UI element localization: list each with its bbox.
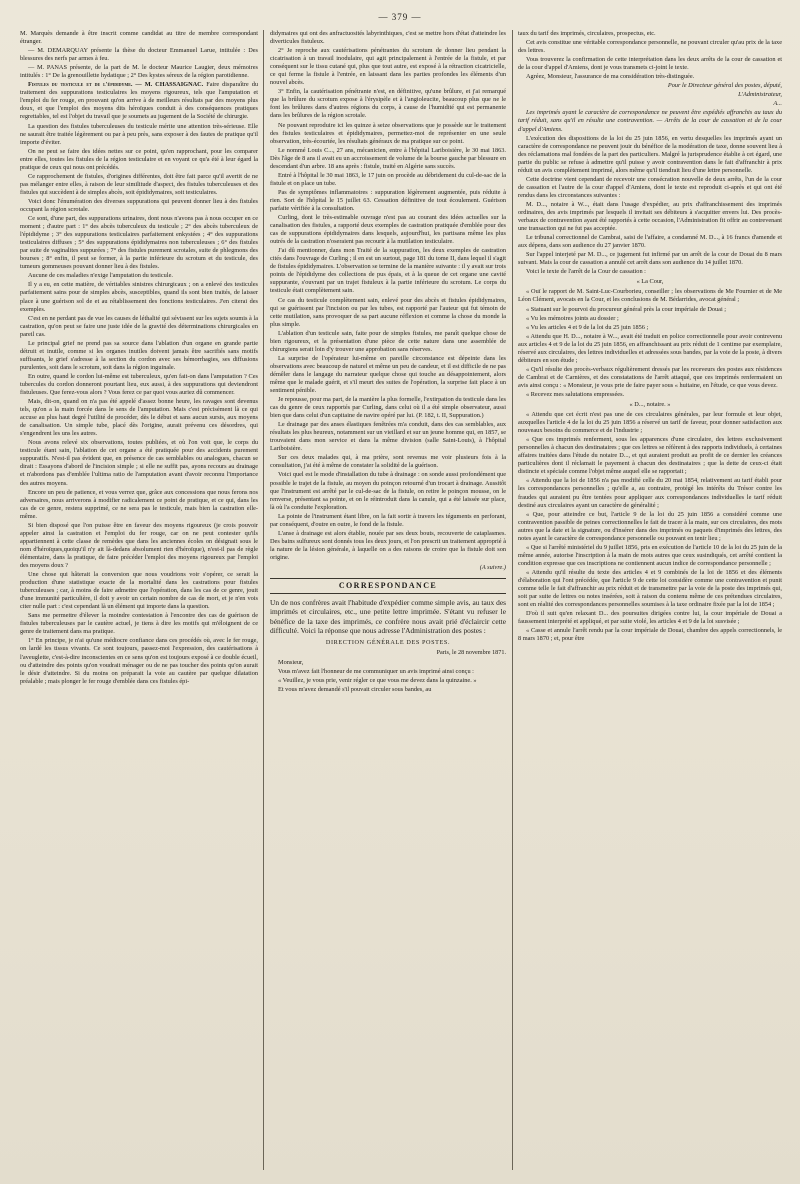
paragraph-text: taux du tarif des imprimés, circulaires, prospectus, etc.	[518, 30, 656, 37]
paragraph-text: Vous trouverez la confirmation de cette interprétation dans les deux arrêts de la cour de cassation et de la cour d'appel d'Amiens, dont je vous transmets ci-joint le texte.	[518, 56, 782, 72]
paragraph-text: « Qu'il résulte des procès-verbaux régulièrement dressés par les receveurs des postes aux résidences de Cambrai et de Carnières, et des constatations de l'arrêt attaqué, que ces imprimés renfermaient un avis ainsi conçu : « Monsieur, je vous prie de faire payer sous « huitaine, en l'étude, ce que vous devez.	[518, 365, 782, 389]
paragraph	[518, 477, 782, 509]
paragraph-text: 2° Je reproche aux cautérisations pénétrantes du scrotum de donner lieu pendant la cicatrisation à un travail inodulaire, qui agit principalement à l'entrée de la fistule, et par conséquent sur le tissu cutané qui, plus que tout autre, est exposé à la rétraction cicatricielle, ce qui ferme la fistule à l'entrée, en laissant dans les parties profondes les éléments d'un nouvel abcès.	[270, 47, 506, 87]
paragraph	[518, 201, 782, 233]
paragraph	[20, 281, 258, 313]
paragraph-text: Je repousse, pour ma part, de la manière la plus formelle, l'extirpation du testicule dans les cas du genre de ceux rapportés par Curling, dans celui où il a été simple observateur, aussi bien que dans celui d'un capitaine de navire opéré par lui. (P. 182, t. II, Suppuration.)	[270, 396, 506, 420]
paragraph	[270, 172, 506, 188]
paragraph	[518, 411, 782, 435]
paragraph	[270, 189, 506, 213]
paragraph-text: Pas de symptômes inflammatoires : suppuration légèrement augmentée, puis réduite à rien. Sort de l'hôpital le 15 juillet 63. Cessation définitive de tout écoulement. Guérison parfaite vérifiée à la consultation.	[270, 188, 506, 212]
paragraph	[518, 288, 782, 304]
paragraph	[270, 147, 506, 171]
paragraph-text: « Que, pour atteindre ce but, l'article 9 de la loi du 25 juin 1856 a considéré comme une contravention passible de peines correctionnelles le fait de tracer à la main, sur ces circulaires, des mots autres que la date et la signature, ou d'insérer dans des imprimés ou paquets d'imprimés des lettres, des notes ayant le caractère de correspondance personnelle ou pouvant en tenir lieu ;	[518, 510, 782, 542]
paragraph	[20, 489, 258, 521]
paragraph-text: Sans me permettre d'élever la moindre contestation à l'encontre des cas de guérison de fistules tuberculeuses par le cautère actuel, je tiens à dire les motifs qui m'éloignent de ce genre de traitement dans ma pratique.	[20, 612, 258, 636]
paragraph	[518, 56, 782, 72]
correspondance-subhead: DIRECTION GÉNÉRALE DES POSTES.	[325, 638, 451, 646]
paragraph	[518, 610, 782, 626]
page-number: — 379 —	[378, 12, 422, 22]
paragraph-text: Le nommé Louis C..., 27 ans, mécanicien, entre à l'hôpital Lariboisière, le 30 mai 1863. Dès l'âge de 8 ans il avait eu un accroissement de volume de la bourse gauche par blessure en descendant d'un arbre. 18 ans après : fistule, traité en Algérie sans succès.	[270, 146, 506, 170]
paragraph	[518, 391, 782, 399]
paragraph-text: Sur l'appel interjeté par M. D..., ce jugement fut infirmé par un arrêt de la cour de Douai du 8 mars suivant. Mais la cour de cassation a annulé cet arrêt dans son audience du 14 juillet 1870.	[518, 251, 782, 267]
paragraph-text: Le drainage par des anses élastiques fenêtrées m'a conduit, dans des cas semblables, aux résultats les plus heureux, notamment sur un vieillard et sur un jeune homme qui, en 1857, se trouvaient dans mon service et dans la même division (salle Saint-Louis), à l'hôpital Lariboisière.	[270, 421, 506, 453]
correspondance-body-line: Et vous m'avez demandé s'il pouvait circuler sous bandes, au	[278, 686, 432, 694]
paragraph-text: « Que ces imprimés renferment, sous les apparences d'une circulaire, des lettres exclusivement personnelles à chacun des destinataires ; que ces lettres se réfèrent à des rapports individuels, à certaines affaires traitées dans l'étude du notaire D..., et qui auraient produit au profit de ce dernier les créances particulières dont il réclamait le payement à chacun des destinataires ; que la dette de ceux-ci était distincte et spéciale comme l'objet même auquel elle se rapportait ;	[518, 436, 782, 476]
paragraph	[518, 544, 782, 568]
paragraph-text: « Que si l'arrêté ministériel du 9 juillet 1856, pris en exécution de l'article 10 de la loi du 25 juin de la même année, autorise l'inscription à la main de mots autres que ceux susindiqués, cet arrêté contient la condition expresse que ces inscriptions ne contiennent aucun indice de correspondance personnelle ;	[518, 543, 782, 567]
paragraph-text: Le principal grief ne prend pas sa source dans l'ablation d'un organe en grande partie détruit et inutile, comme si les organes inutiles doivent jamais être sacrifiés sans motifs suffisants, le grief s'adresse à la section du cordon avec ses hémorrhagies, ses diffusions purulentes, soit dans le scrotum, soit dans la région inguinale.	[20, 339, 258, 371]
paragraph-text: Curling, dont le très-estimable ouvrage n'est pas au courant des idées actuelles sur la canalisation des fistules, a rapporté deux exemples de castration pratiquée d'emblée pour des cas de suppurations épididymaires dans lesquels, aujourd'hui, les partisans même les plus outrés de la castration n'oseraient pas recourir à la mutilation testiculaire.	[270, 214, 506, 246]
paragraph-text: C'est en ne perdant pas de vue les causes de léthalité qui sévissent sur les sujets soumis à la castration, qu'on peut se faire une juste idée de la gravité des déterminations chirurgicales en pareil cas.	[20, 314, 258, 338]
paragraph-text: Une chose qui hâterait la conversion que nous voudrions voir s'opérer, ce serait la production d'une statistique exacte de la mortalité dans les castrations pour fistules tuberculeuses ; car, à moins de faire admettre que l'opération, dans les cas de ce genre, jouit d'une immunité particulière, il doit y avoir un certain nombre de cas de mort, et je n'en vois citer nulle part : c'est cependant là un élément qui importe dans la question.	[20, 571, 258, 611]
paragraph-text: L'ablation d'un testicule sain, faite pour de simples fistules, me paraît quelque chose de bien rigoureux, et la présentation d'une pièce de cette nature dans une assemblée de chirurgiens serait loin d'y trouver une approbation sans réserves.	[270, 329, 506, 353]
correspondance-body-line: Vous m'avez fait l'honneur de me communiquer un avis imprimé ainsi conçu :	[278, 668, 474, 676]
paragraph	[20, 637, 258, 685]
paragraph	[518, 569, 782, 609]
paragraph-text: Cette doctrine vient cependant de recevoir une consécration nouvelle de deux arrêts, l'un de la cour de cassation et l'autre de la cour d'appel d'Amiens, dont le texte est reproduit ci-après et qui ont été rendus dans les circonstances suivantes :	[518, 175, 782, 199]
paragraph	[20, 340, 258, 372]
correspondance-dateline: Paris, le 28 novembre 1871.	[436, 648, 506, 656]
paragraph-text: Il y a eu, en cette matière, de véritables sinistres chirurgicaux ; on a enlevé des testicules parfaitement sains pour de simples abcès, susceptibles, quand ils sont bien traités, de laisser place à une guérison sol de et au rétablissement des fonctions testiculaires. J'en citerai des exemples.	[20, 281, 258, 313]
paragraph	[270, 355, 506, 395]
correspondance-body-line: « Veuillez, je vous prie, venir régler ce que vous me devez dans la quinzaine. »	[278, 677, 477, 685]
column-middle	[270, 30, 506, 1170]
paragraph	[270, 297, 506, 329]
paragraph	[20, 315, 258, 339]
paragraph-text: « Attendu qu'il résulte du texte des articles 4 et 9 combinés de la loi de 1856 et des éléments d'élaboration qui l'ont précédée, que l'article 9 de cette loi considère comme une contravention et punit comme telle le fait d'affranchir au prix réduit et de transmettre par la voie de la poste des imprimés qui, soit par suite de lettres ou notes insérées, soit à raison du contenu même de ces prétendues circulaires, sont en réalité des correspondances personnelles soumises à la taxe ordinaire fixée par la loi de 1854 ;	[518, 568, 782, 609]
column-middle-article	[270, 30, 506, 572]
paragraph-text: Nous avons relevé six observations, toutes publiées, et où l'on voit que, le corps du testicule étant sain, l'ablation de cet organe a été pratiquée pour des accidents purement suppuratifs. N'est-il pas évident que, en présence de cas semblables ou analogues, chacun se dirait : Essayons d'abord de l'incision simple ; si elle ne suffit pas, ayons recours au drainage et n'abordons pas d'emblée l'ultima ratio de l'amputation avant d'avoir reconnu l'importance des autres moyens.	[20, 439, 258, 487]
paragraph	[270, 396, 506, 420]
column-right	[518, 30, 782, 1170]
paragraph-text: « Casse et annule l'arrêt rendu par la cour impériale de Douai, chambre des appels correctionnels, le 8 mars 1870 ; et, pour être	[518, 627, 782, 643]
column-divider	[263, 30, 264, 1170]
centered-line: « D..., notaire. »	[629, 401, 671, 409]
paragraph	[270, 513, 506, 529]
paragraph	[20, 571, 258, 611]
signature-line: Pour le Directeur général des postes, député,	[667, 82, 782, 90]
paragraph	[20, 439, 258, 487]
paragraph	[20, 47, 258, 63]
paragraph	[518, 135, 782, 175]
paragraph	[270, 214, 506, 246]
paragraph-text: L'anse à drainage est alors établie, nouée par ses deux bouts, recouverte de cataplasmes. Des bains sulfureux sont donnés tous les deux jours, et l'on prescrit un traitement approprié à la nature de la lésion générale, à laquelle on a des raisons de croire que la fistule doit son origine.	[270, 529, 506, 561]
paragraph	[518, 251, 782, 267]
paragraph-text: On ne peut se faire des idées nettes sur ce point, qu'en rapprochant, pour les comparer entre elles, toutes les fistules de la région testiculaire et en voyant ce qu'a été à leur égard la pratique de ceux qui nous ont précédés.	[20, 147, 258, 171]
paragraph-text: M. D..., notaire à W..., était dans l'usage d'expédier, au prix d'affranchissement des imprimés ordinaires, des avis imprimés par lesquels il invitait ses débiteurs à s'acquitter envers lui. Des procès-verbaux de contravention ayant été rapportés à cette occasion, l'Administration fit offrir au contrevenant une transaction qui ne fut pas acceptée.	[518, 200, 782, 233]
paragraph	[20, 398, 258, 438]
paragraph-text: Ce cas du testicule complètement sain, enlevé pour des abcès et fistules épididymaires, qui se guérissent par l'incision ou par les tubes, est rapporté par l'auteur qui fut témoin de cette mutilation, sans provoquer de sa part aucune réflexion et comme la chose du monde la plus simple.	[270, 296, 506, 328]
paragraph	[20, 173, 258, 197]
paragraph-text: « Ouï le rapport de M. Saint-Luc-Courborieu, conseiller ; les observations de Me Fournier et de Me Léon Clément, avocats en la Cour, et les conclusions de M. Bédarrides, avocat général ;	[518, 288, 782, 304]
paragraph-text: Ce sont, d'une part, des suppurations urinaires, dont nous n'avons pas à nous occuper en ce moment ; d'autre part : 1° des abcès tuberculeux du testicule ; 2° des abcès tuberculeux de l'épididyme ; 3° des suppurations testiculaires parfaitement enkystées ; 4° des suppurations testiculaires diffuses ; 5° des suppurations épididymaires non tuberculeuses ; 6° des fistules par suite de vaginalites suppurées ; 7° des fistules purement scrotales, suite de phlegmons des bourses ; 8° enfin, il peut se former, à la partie inférieure du scrotum et du testicule, des tumeurs gommeuses pouvant donner lieu à des fistules.	[20, 215, 258, 271]
paragraph-text: Ne pouvant reproduire ici les quinze à seize observations que je possède sur le traitement des fistules testiculaires et épididymaires, permettez-moi de représenter en une seule observation, très-écourtée, les résultats généraux de ma pratique sur ce point.	[270, 121, 506, 145]
paragraph	[270, 88, 506, 120]
paragraph	[20, 148, 258, 172]
paragraph-text: « Attendu que la loi de 1856 n'a pas modifié celle du 20 mai 1854, relativement au tarif établi pour les correspondances personnelles ; qu'elle a, au contraire, protégé les intérêts du Trésor contre les fraudes qui auraient pu être tentées pour appliquer aux correspondances individuelles le tarif réduit destiné aux circulaires ayant un caractère de généralité ;	[518, 477, 782, 509]
paragraph-text: Mais, dit-on, quand on n'a pas été appelé d'assez bonne heure, les ravages sont devenus tels, qu'on a la main forcée dans le sens de l'amputation. Mais c'est précisément là ce qui accuse au plus haut degré l'utilité de procéder, dès le début et sans aucun sursis, aux moyens de canalisation. Un simple tube, placé dès l'origine, aurait prévenu ces désordres, qui s'engendrent les uns les autres.	[20, 398, 258, 438]
article-title: Fistules du testicule et de l'épididyme. — M. CHASSAIGNAC.	[28, 81, 207, 89]
signature-line: A...	[773, 100, 782, 108]
paragraph-text: Cet avis constitue une véritable correspondance personnelle, ne pouvant circuler qu'au prix de la taxe des lettres.	[518, 39, 782, 55]
paragraph	[518, 627, 782, 643]
paragraph-text: J'ai dû mentionner, dans mon Traité de la suppuration, les deux exemples de castration cités dans l'ouvrage de Curling ; il en est un surtout, page 181 du tome II, dans lequel il s'agit de fistules épididymaires. L'observation se termine de la manière suivante : il y avait sur trois points de l'épididyme des collections de pus épais, et à la queue de cet organe une cavité suppurante, s'ouvrant par un trajet fistuleux à la partie inférieure du scrotum. Le corps du testicule était complètement sain.	[270, 247, 506, 295]
paragraph	[20, 215, 258, 271]
paragraph-text: M. Marquès demande à être inscrit comme candidat au titre de membre correspondant étranger.	[20, 30, 258, 46]
correspondance-intro: Un de nos confrères avait l'habitude d'expédier comme simple avis, au taux des imprimés et circulaires, etc., une petite lettre imprimée. S'étant vu refuser le bénéfice de la taxe des imprimés, ce confrère nous avait prié d'éclaircir cette difficulté. Voici la réponse que nous adresse l'Administration des postes :	[270, 598, 506, 635]
paragraph-text: — M. PANAS présente, de la part de M. le docteur Maurice Laugier, deux mémoires intitulés : 1° De la grenouillette hydatique ; 2° Des kystes séreux de la région parotidienne.	[20, 64, 258, 80]
paragraph-text: Encore un peu de patience, et vous verrez que, grâce aux concessions que nous ferons nos adversaires, nous arriverons à modifier radicalement ce point de pratique, et ce qui, dans les cas de ce genre, restera supprimé, ce ne sera pas le testicule, mais bien la castration elle-même.	[20, 488, 258, 520]
paragraph	[270, 471, 506, 511]
centered-line: « La Cour,	[636, 278, 664, 286]
paragraph	[20, 373, 258, 397]
paragraph-text: Ce rapprochement de fistules, d'origines différentes, doit être fait parce qu'il avertit de ne pas mélanger entre elles, à raison de leur similitude d'aspect, des fistules tuberculeuses et des fistules qui succèdent à de simples abcès, soit épididymaires, soit testiculaires.	[20, 172, 258, 196]
paragraph-text: Entré à l'hôpital le 30 mai 1863, le 17 juin on procède au débridement du cul-de-sac de la fistule et on place un tube.	[270, 171, 506, 187]
paragraph	[518, 366, 782, 390]
paragraph-text: Faire disparaître du traitement des suppurations testiculaires les moyens rigoureux, tels que l'amputation et l'emploi du fer rouge, en prouvant qu'on arrive à de meilleurs résultats par des moyens plus doux, et que l'emploi des moyens dits héroïques conduit à des conséquences pratiques regrettables, tel est l'objet du travail que je soumets au jugement de la Société de chirurgie.	[20, 81, 258, 121]
paragraph	[518, 73, 782, 81]
paragraph-text: La surprise de l'opérateur lui-même en pareille circonstance est dépeinte dans les observations avec beaucoup de naturel et même un peu de candeur, et il est difficile de ne pas démêler dans le langage du narrateur quelque chose qui touche au désappointement, alors même que le malade guérit, et s'il meurt des suites de l'opération, la surprise fait place à un sentiment pénible.	[270, 354, 506, 395]
paragraph-text: Agréez, Monsieur, l'assurance de ma considération très-distinguée.	[526, 73, 695, 81]
paragraph	[270, 47, 506, 87]
section-heading-correspondance: CORRESPONDANCE	[270, 578, 506, 594]
paragraph	[518, 306, 782, 314]
paragraph	[20, 123, 258, 147]
paragraph	[518, 511, 782, 543]
paragraph	[20, 64, 258, 80]
paragraph	[20, 30, 258, 46]
paragraph	[518, 176, 782, 200]
paragraph	[270, 330, 506, 354]
paragraph-text: 3° Enfin, la cautérisation pénétrante n'est, en définitive, qu'une brûlure, et j'ai remarqué que la brûlure du scrotum expose à l'érysipèle et à l'angioleucite, beaucoup plus que ne le font les brûlures dans d'autres régions du corps, à cause de l'humidité qui est permanente dans les brûlures de la région scrotale.	[270, 88, 506, 120]
column-divider	[512, 30, 513, 1170]
paragraph	[270, 421, 506, 453]
summary-note: Les imprimés ayant le caractère de correspondance ne peuvent être expédiés affranchis au taux du tarif réduit, sans qu'il en résulte une contravention. — Arrêts de la cour de cassation et de la cour d'appel d'Amiens.	[518, 109, 782, 133]
column-left	[20, 30, 258, 1170]
paragraph-text: « Statuant sur le pourvoi du procureur général près la cour impériale de Douai ;	[526, 305, 727, 313]
paragraph-text: « Recevez mes salutations empressées.	[526, 390, 625, 398]
paragraph	[20, 612, 258, 636]
paragraph-text: D'où il suit qu'en relaxant D... des poursuites dirigées contre lui, la cour impériale de Douai a faussement interprété et appliqué, et par suite violé, les articles 4 et 9 de la loi susvisée ;	[518, 610, 782, 626]
paragraph-text: La question des fistules tuberculeuses du testicule mérite une attention très-sérieuse. Elle ne saurait être traitée légèrement ou par à peu près, sans exposer à des fautes de pratique qu'il importe d'éviter.	[20, 122, 258, 146]
paragraph	[518, 315, 782, 323]
correspondance-salutation: Monsieur,	[278, 659, 304, 666]
paragraph	[20, 198, 258, 214]
paragraph	[518, 324, 782, 332]
paragraph	[20, 272, 258, 280]
paragraph-text: Voici le texte de l'arrêt de la Cour de cassation :	[526, 268, 646, 276]
paragraph-text: 1° En principe, je n'ai qu'une médiocre confiance dans ces procédés où, avec le fer rouge, on lardé les tissus vivants. Ce sont toujours, passez-moi l'expression, des cautérisations à l'aveuglette, c'est-à-dire inconscientes en ce sens qu'on est toujours exposé à ce double écueil, ou d'atteindre des points qu'on voudrait ménager ou de ne pas toucher des points qu'on aurait le désir d'atteindre. Si du moins on préparait la voie au cautère par quelque dilatation préalable ; mais plonger le fer rouge d'emblée dans ces fistules épi-	[20, 637, 258, 685]
paragraph	[518, 234, 782, 250]
paragraph-text: didymaires qui ont des anfractuosités labyrinthiques, c'est se mettre hors d'état d'atteindre les diverticules fistuleux.	[270, 30, 506, 46]
paragraph	[518, 30, 782, 38]
paragraph	[270, 247, 506, 295]
paragraph-text: La pointe de l'instrument étant libre, on la fait sortir à travers les téguments en perforant, par conséquent, d'outre en outre, le fond de la fistule.	[270, 512, 506, 528]
paragraph-text: Sur ces deux malades qui, à ma prière, sont revenus me voir plusieurs fois à la consultation, j'ai été à même de constater la solidité de la guérison.	[270, 454, 506, 470]
paragraph	[270, 454, 506, 470]
to-be-continued: (A suivre.)	[479, 564, 506, 571]
paragraph	[270, 122, 506, 146]
paragraph	[20, 81, 258, 121]
paragraph	[518, 436, 782, 476]
paragraph-text: « Attendu que H. D..., notaire à W..., avait été traduit en police correctionnelle pour avoir contrevenu aux articles 4 et 9 de la loi du 25 juin 1856, en affranchissant au prix réduit de 1 centime par exemplaire, réservé aux circulaires, des lettres individuelles et adressées sous bandes, par la voie de la poste, à divers débiteurs en son étude ;	[518, 332, 782, 364]
paragraph-text: Si bien disposé que l'on puisse être en faveur des moyens rigoureux (je crois pouvoir appeler ainsi la castration et l'emploi du fer rouge, car on ne peut contester qu'ils appartiennent à cette classe de remèdes que dans les anciennes écoles on désignait sous le nom d'héroïques,quoiqu'il n'y ait là-dedans absolument rien d'héroïque), n'est-il pas de règle élémentaire, dans la pratique, de faire précéder l'emploi des moyens rigoureux par l'emploi des moyens doux ?	[20, 521, 258, 569]
paragraph-text: — M. DEMARQUAY présente la thèse du docteur Emmanuel Larue, intitulée : Des blessures des nerfs par armes à feu.	[20, 47, 258, 63]
paragraph-text: Aucune de ces maladies n'exige l'amputation du testicule.	[28, 272, 173, 280]
paragraph-text: « Vu les articles 4 et 9 de la loi du 25 juin 1856 ;	[526, 323, 649, 331]
paragraph-text: « Vu les mémoires joints au dossier ;	[526, 314, 619, 322]
paragraph	[270, 530, 506, 562]
paragraph-text: « Attendu que cet écrit n'est pas une de ces circulaires générales, par leur formule et leur objet, auxquelles l'article 4 de la loi du 25 juin 1856 a réservé un tarif de faveur, pour donner satisfaction aux nouveaux besoins du commerce et de l'industrie ;	[518, 411, 782, 435]
paragraph-text: Voici donc l'énumération des diverses suppurations qui peuvent donner lieu à des fistules occupant la région scrotale.	[20, 197, 258, 213]
paragraph	[270, 30, 506, 46]
paragraph-text: En outre, quand le cordon lui-même est tuberculeux, qu'en fait-on dans l'amputation ? Ces tubercules du cordon donneront pourtant lieu, eux aussi, à des suppurations qui deviendront fistuleuses. Que ferez-vous alors ? Vous ferez ce par quoi vous auriez dû commencer.	[20, 372, 258, 397]
paragraph	[518, 333, 782, 365]
paragraph	[518, 268, 782, 276]
paragraph	[20, 522, 258, 570]
paragraph-text: Le tribunal correctionnel de Cambrai, saisi de l'affaire, a condamné M. D..., à 16 francs d'amende et aux dépens, dans son audience du 27 janvier 1870.	[518, 234, 782, 250]
signature-line: L'Administrateur,	[738, 91, 782, 99]
paragraph	[518, 39, 782, 55]
paragraph-text: L'exécution des dispositions de la loi du 25 juin 1856, en vertu desquelles les imprimés ayant un caractère de correspondance ne peuvent jouir du bénéfice de la modération de taxe, donne souvent lieu à des réclamations mal fondées de la part des particuliers. Malgré la jurisprudence établie à cet égard, une partie du public se refuse à admettre qu'il puisse y avoir contravention dans le fait d'affranchir à prix réduit un avis complètement imprimé, alors même qu'il tiendrait lieu d'une lettre personnelle.	[518, 134, 782, 174]
paragraph-text: Voici quel est le mode d'installation du tube à drainage : on sonde aussi profondément que possible le trajet de la fistule, au moyen du poinçon retourné d'un trocart à drainage. Aussitôt que l'instrument est arrêté par le cul-de-sac de la fistule, on retire le poinçon mousse, on le renverse, présentant sa pointe, et on le réintroduit dans la canule, qui a été laissée sur place, là où l'a conduite l'exploration.	[270, 471, 506, 511]
